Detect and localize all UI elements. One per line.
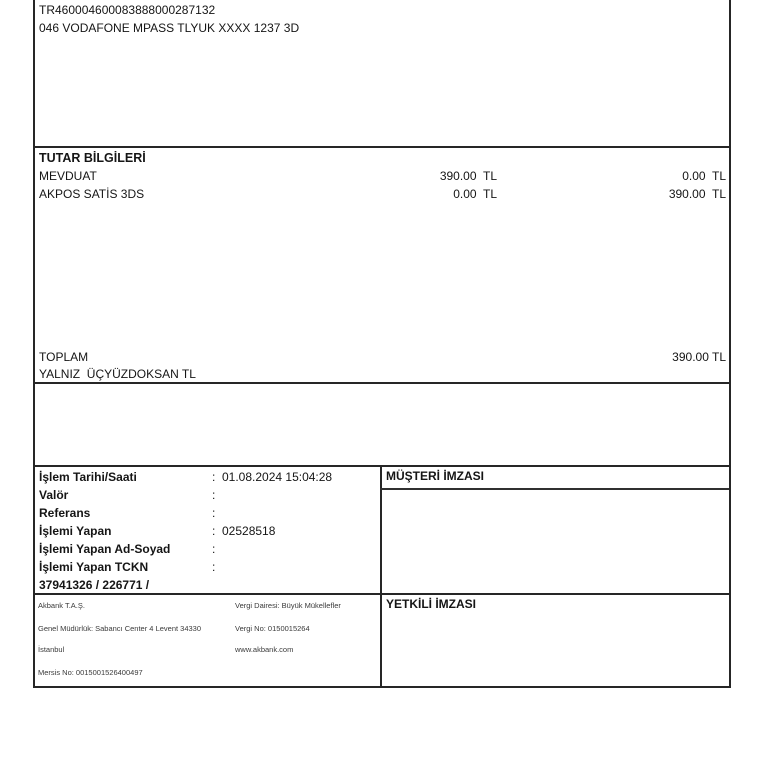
amount-col1-value: 390.00 TL (439, 169, 497, 183)
detail-label: İşlemi Yapan Ad-Soyad (39, 542, 171, 556)
document-right-border (729, 0, 731, 687)
detail-label: İşlemi Yapan TCKN (39, 560, 149, 574)
iban-line: TR460004600083888000287132 (39, 3, 216, 17)
details-signature-divider (380, 465, 382, 687)
detail-colon: : (212, 542, 216, 556)
detail-colon: : (212, 506, 216, 520)
amount-col2-value: 0.00 TL (682, 169, 726, 183)
section-divider-top (33, 146, 731, 148)
detail-label: Valör (39, 488, 69, 502)
footer-website: www.akbank.com (235, 645, 294, 654)
detail-label: İşlemi Yapan (39, 524, 112, 538)
document-bottom-border (33, 686, 731, 688)
authorized-signature-label: YETKİLİ İMZASI (386, 597, 476, 611)
footer-mersis-no: Mersis No: 0015001526400497 (38, 668, 143, 677)
footer-tax-office: Vergi Dairesi: Büyük Mükellefler (235, 601, 341, 610)
detail-value: 01.08.2024 15:04:28 (222, 470, 333, 484)
branch-code-line: 37941326 / 226771 / (39, 578, 150, 592)
detail-value: 02528518 (222, 524, 276, 538)
transaction-description-line: 046 VODAFONE MPASS TLYUK XXXX 1237 3D (39, 21, 300, 35)
footer-city: İstanbul (38, 645, 65, 654)
footer-tax-no: Vergi No: 0150015264 (235, 624, 310, 633)
total-label: TOPLAM (39, 350, 89, 364)
section-divider-amounts-bottom (33, 382, 731, 384)
customer-signature-underline (380, 488, 729, 490)
amounts-section-title: TUTAR BİLGİLERİ (39, 151, 146, 165)
footer-company-name: Akbank T.A.Ş. (38, 601, 85, 610)
detail-colon: : (212, 524, 216, 538)
detail-colon: : (212, 488, 216, 502)
footer-address: Genel Müdürlük: Sabancı Center 4 Levent 34330 (38, 624, 202, 633)
section-divider-details-top (33, 465, 731, 467)
amount-col1-value: 0.00 TL (453, 187, 497, 201)
detail-label: İşlem Tarihi/Saati (39, 470, 137, 484)
section-divider-footer-top (33, 593, 731, 595)
detail-colon: : (212, 470, 216, 484)
customer-signature-label: MÜŞTERİ İMZASI (386, 469, 484, 483)
amount-row-label: MEVDUAT (39, 169, 97, 183)
document-left-border (33, 0, 35, 687)
detail-label: Referans (39, 506, 91, 520)
amount-in-words: YALNIZ ÜÇYÜZDOKSAN TL (39, 367, 196, 381)
total-value: 390.00 TL (672, 350, 726, 364)
amount-row-label: AKPOS SATİS 3DS (39, 187, 145, 201)
detail-colon: : (212, 560, 216, 574)
amount-col2-value: 390.00 TL (668, 187, 726, 201)
